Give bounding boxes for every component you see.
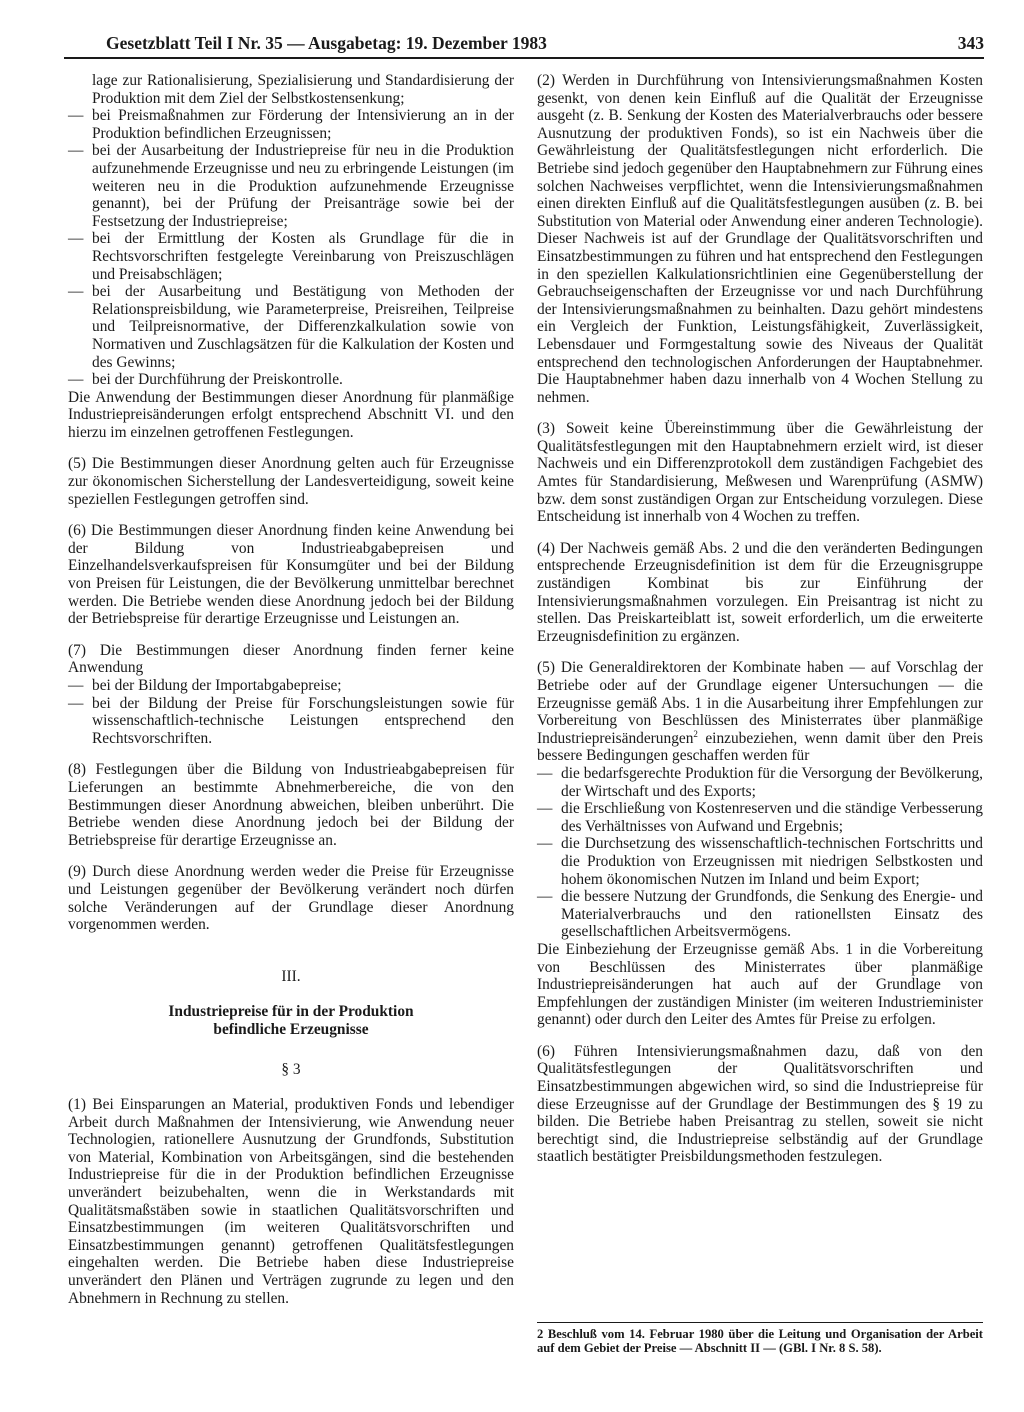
paragraph: Die Anwendung der Bestimmungen dieser Anordnung für planmäßige Industriepreisänderungen erfolgt entsprechend Abschnitt VI. und den hierzu im einzelnen getroffenen Festlegungen. bbox=[68, 388, 514, 441]
dash-marker: — bbox=[68, 283, 84, 301]
footnote: 2 Beschluß vom 14. Februar 1980 über die Leitung und Organisation der Arbeit auf dem Gebiet der Preise — Abschnitt II — (GBl. I Nr. 8 S. 58). bbox=[537, 1322, 983, 1355]
paragraph: Die Einbeziehung der Erzeugnisse gemäß Abs. 1 in die Vorbereitung von Beschlüssen des Ministerrates über planmäßige Industriepreisänderungen hat auch auf der Grundlage von Empfehlungen der zuständigen Minister (im weiteren Industrieminister genannt) oder durch den Leiter des Amtes für Preise zu erfolgen. bbox=[537, 940, 983, 1029]
left-column bbox=[68, 72, 514, 1307]
section-title-line-2: befindliche Erzeugnisse bbox=[213, 1020, 369, 1038]
paragraph-8: (8) Festlegungen über die Bildung von Industrieabgabepreisen für Lieferungen an bestimmte Abnehmerbereiche, die von den Bestimmungen dieser Anordnung abweichen, bleiben unberührt. Die Betriebe wenden diese Anordnung jedoch bei der Bildung der Betriebspreise für derartige Erzeugnisse an. bbox=[68, 761, 514, 849]
dash-marker: — bbox=[537, 835, 553, 853]
section-number: III. bbox=[281, 967, 301, 985]
list-item: — die Erschließung von Kostenreserven und die ständige Verbesserung des Verhältnisses von Aufwand und Ergebnis; bbox=[537, 800, 983, 835]
dash-marker: — bbox=[68, 371, 84, 389]
paragraph-sign: § 3 bbox=[281, 1060, 301, 1078]
page-header bbox=[64, 28, 984, 59]
right-column bbox=[537, 72, 983, 1166]
dash-marker: — bbox=[537, 764, 553, 782]
list-item: — bei der Bildung der Preise für Forschungsleistungen sowie für wissenschaftlich-technische Leistungen entsprechend den Rechtsvorschriften. bbox=[68, 694, 514, 747]
paragraph-2: (2) Werden in Durchführung von Intensivierungsmaßnahmen Kosten gesenkt, von denen kein Einfluß auf die Qualität der Erzeugnisse ausgeht (z. B. Senkung der Kosten des Materialverbrauchs oder bessere Ausnutzung der produktiven Fonds), so ist ein Nachweis über die Gewährleistung der Qualitätsfestlegungen nicht erforderlich. Die Betriebe sind jedoch gegenüber den Hauptabnehmern zur Führung eines solchen Nachweises verpflichtet, wenn die Intensivierungsmaßnahmen einen direkten Einfluß auf die Qualitätsfestlegungen ausüben (z. B. bei Substitution von Material oder Anwendung einer anderen Technologie). Dieser Nachweis ist auf der Grundlage der Qualitätsvorschriften und Einsatzbestimmungen zu führen und hat entsprechend den Festlegungen in den speziellen Kalkulationsrichtlinien eine Gegenüberstellung der Gebrauchseigenschaften der Erzeugnisse vor und nach Durchführung der Intensivierungsmaßnahmen zu beinhalten. Dazu gehört mindestens ein Vergleich der Funktion, Leistungsfähigkeit, Zuverlässigkeit, Lebensdauer und Formgestaltung sowie des Niveaus der Qualität entsprechend den technologischen Anforderungen der Hauptabnehmer. Die Hauptabnehmer haben dazu innerhalb von 4 Wochen Stellung zu nehmen. bbox=[537, 72, 983, 406]
dash-marker: — bbox=[68, 107, 84, 125]
dash-marker: — bbox=[68, 142, 84, 160]
paragraph-6: (6) Führen Intensivierungsmaßnahmen dazu, daß von den Qualitätsfestlegungen der Qualitätsvorschriften und Einsatzbestimmungen abgewichen wird, so sind die Industriepreise für diese Erzeugnisse auf der Grundlage der Bestimmungen des § 19 zu bilden. Die Betriebe haben Preisantrag zu stellen, soweit sie nicht berechtigt sind, die Industriepreise selbständig auf der Grundlage staatlich bestätigter Preisbildungsmethoden festzulegen. bbox=[537, 1042, 983, 1166]
dash-marker: — bbox=[537, 888, 553, 906]
intro-text: lage zur Rationalisierung, Spezialisierung und Standardisierung der Produktion mit dem Ziel der Selbstkostensenkung; bbox=[92, 72, 514, 107]
paragraph-3: (3) Soweit keine Übereinstimmung über die Gewährleistung der Qualitätsfestlegungen mit den Hauptabnehmern erzielt wird, ist dieser Nachweis und ein Differenzprotokoll dem zuständigen Fachgebiet des Amtes für Standardisierung, Meßwesen und Warenprüfung (ASMW) bzw. dem sonst zuständigen Organ zur Entscheidung vorzulegen. Diese Entscheidung ist innerhalb von 4 Wochen zu treffen. bbox=[537, 420, 983, 526]
list-item: — bei Preismaßnahmen zur Förderung der Intensivierung an in der Produktion befindlichen Erzeugnissen; bbox=[68, 107, 514, 142]
dash-marker: — bbox=[68, 694, 84, 712]
list-item: — bei der Bildung der Importabgabepreise; bbox=[68, 677, 342, 694]
list-item: — bei der Ausarbeitung der Industriepreise für neu in die Produktion aufzunehmende Erzeugnisse und neu zu erbringende Leistungen (im weiteren neu in die Produktion aufzunehmende Erzeugnisse genannt), bei der Prüfung der Preisanträge sowie bei der Festsetzung der Industriepreise; bbox=[68, 142, 514, 230]
gazette-title: Gesetzblatt Teil I Nr. 35 — Ausgabetag: 19. Dezember 1983 bbox=[106, 33, 547, 53]
paragraph-5: (5) Die Generaldirektoren der Kombinate haben — auf Vorschlag der Betriebe oder auf der Grundlage eigener Untersuchungen — die Erzeugnisse gemäß Abs. 1 in die Ausarbeitung ihrer Empfehlungen zur Vorbereitung von Beschlüssen des Ministerrates über planmäßige Industriepreisänderungen$^2$ einzubeziehen, wenn damit über den Preis bessere Bedingungen geschaffen werden für bbox=[537, 659, 983, 765]
section-title-line-1: Industriepreise für in der Produktion bbox=[168, 1003, 414, 1021]
page-number: 343 bbox=[957, 33, 984, 53]
list-item: — die bessere Nutzung der Grundfonds, die Senkung des Energie- und Materialverbrauchs und den rationellsten Einsatz des gesellschaftlichen Arbeitsvermögens. bbox=[537, 888, 983, 941]
paragraph-9: (9) Durch diese Anordnung werden weder die Preise für Erzeugnisse und Leistungen gegenüber der Bevölkerung verändert noch dürfen solche Veränderungen auf der Grundlage dieser Anordnung vorgenommen werden. bbox=[68, 863, 514, 934]
paragraph-6: (6) Die Bestimmungen dieser Anordnung finden keine Anwendung bei der Bildung von Industrieabgabepreisen und Einzelhandelsverkaufspreisen für Konsumgüter und bei der Bildung von Preisen für Leistungen, die der Bevölkerung unmittelbar berechnet werden. Die Betriebe wenden diese Anordnung jedoch bei der Bildung der Betriebspreise für derartige Erzeugnisse und Leistungen an. bbox=[68, 522, 514, 628]
list-item: — die Durchsetzung des wissenschaftlich-technischen Fortschritts und die Produktion von Erzeugnissen mit niedrigen Selbstkosten und hohem ökonomischen Nutzen im Inland und beim Export; bbox=[537, 835, 983, 888]
dash-marker: — bbox=[68, 230, 84, 248]
list-item: — bei der Durchführung der Preiskontrolle. bbox=[68, 371, 343, 389]
section-3-paragraph-1: (1) Bei Einsparungen an Material, produktiven Fonds und lebendiger Arbeit durch Maßnahmen der Intensivierung, wie Anwendung neuer Technologien, rationellere Ausnutzung der Grundfonds, Substitution von Material, Kombination von Arbeitsgängen, sind die bestehenden Industriepreise für die in der Produktion befindlichen Erzeugnisse unverändert beizubehalten, wenn die in Werkstandards mit Qualitätsmaßstäben sowie in staatlichen Qualitätsvorschriften und Einsatzbestimmungen (im weiteren Qualitätsvorschriften und Einsatzbestimmungen genannt) getroffenen Qualitätsfestlegungen eingehalten werden. Die Betriebe haben diese Industriepreise unverändert den Plänen und Verträgen zugrunde zu legen und den Abnehmern in Rechnung zu stellen. bbox=[68, 1096, 514, 1307]
list-item: — die bedarfsgerechte Produktion für die Versorgung der Bevölkerung, der Wirtschaft und des Exports; bbox=[537, 764, 983, 800]
list-item: — bei der Ausarbeitung und Bestätigung von Methoden der Relationspreisbildung, wie Parameterpreise, Preisreihen, Teilpreise und Teilpreisnormative, der Differenzkalkulation sowie von Normativen und Zuschlagsätzen für die Kalkulation der Kosten und des Gewinns; bbox=[68, 283, 514, 371]
list-item: — bei der Ermittlung der Kosten als Grundlage für die in Rechtsvorschriften festgelegte Vereinbarung von Preiszuschlägen und Preisabschlägen; bbox=[68, 230, 514, 283]
dash-marker: — bbox=[537, 800, 553, 818]
paragraph-7: (7) Die Bestimmungen dieser Anordnung finden ferner keine Anwendung bbox=[68, 641, 514, 677]
paragraph-4: (4) Der Nachweis gemäß Abs. 2 und die den veränderten Bedingungen entsprechende Erzeugnisdefinition ist dem für die Erzeugnisgruppe zuständigen Kombinat bis zur Einführung der Intensivierungsmaßnahmen vorzulegen. Ein Preisantrag ist nicht zu stellen. Das Preiskarteiblatt ist, soweit erforderlich, um die erweiterte Erzeugnisdefinition zu ergänzen. bbox=[537, 539, 983, 645]
dash-marker: — bbox=[68, 677, 84, 694]
paragraph-5: (5) Die Bestimmungen dieser Anordnung gelten auch für Erzeugnisse zur ökonomischen Sicherstellung der Landesverteidigung, soweit keine speziellen Festlegungen getroffen sind. bbox=[68, 455, 514, 508]
footnote-ref: 2 bbox=[693, 728, 698, 739]
